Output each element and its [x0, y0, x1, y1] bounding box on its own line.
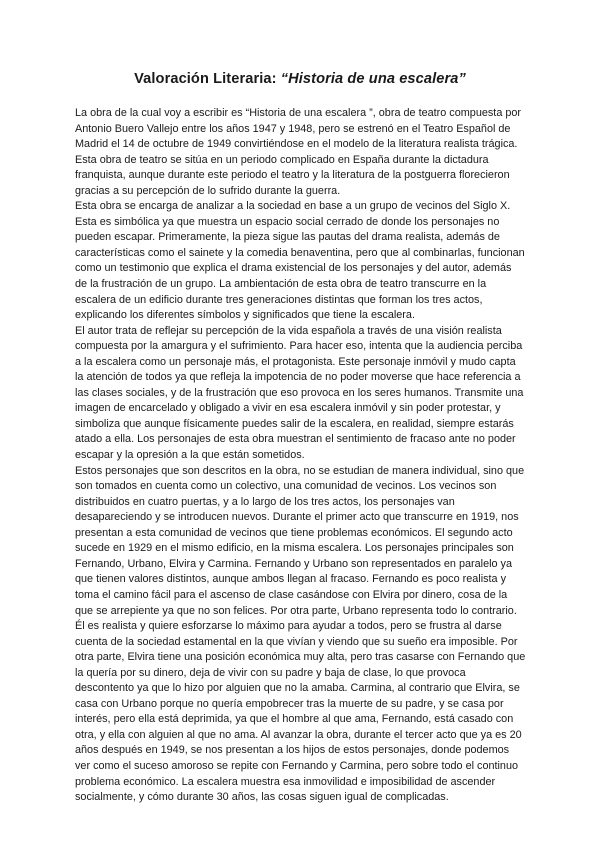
paragraph-1: La obra de la cual voy a escribir es “Historia de una escalera ”, obra de teatro compuesta por Antonio Buero Vallejo entre los años 1947 y 1948, pero se estrenó en el Teatro Español de Madrid el 14 de octubre de 1949 convirtiéndose en el modelo de la literatura realista trágica. Esta obra de teatro se sitúa en un periodo complicado en España durante la dictadura franquista, aunque durante este periodo el teatro y la literatura de la postguerra florecieron gracias a su percepción de lo sufrido durante la guerra. — [75, 107, 522, 197]
document-body — [75, 106, 526, 806]
paragraph-4: Estos personajes que son descritos en la obra, no se estudian de manera individual, sino que son tomados en cuenta como un colectivo, una comunidad de vecinos. Los vecinos son distribuidos en cuatro puertas, y a lo largo de los tres actos, los personajes van desapareciendo y se introducen nuevos. Durante el primer acto que transcurre en 1919, nos presentan a esta comunidad de vecinos que tiene problemas económicos. El segundo acto sucede en 1929 en el mismo edificio, en la misma escalera. Los personajes principales son Fernando, Urbano, Elvira y Carmina. Fernando y Urbano son representados en paralelo ya que tienen valores distintos, aunque ambos llegan al fracaso. Fernando es poco realista y toma el camino fácil para el ascenso de clase casándose con Elvira por dinero, cosa de la que se arrepiente ya que no son felices. Por otra parte, Urbano representa todo lo contrario. Él es realista y quiere esforzarse lo máximo para ayudar a todos, pero se frustra al darse cuenta de la sociedad estamental en la que vivían y viendo que su sueño era imposible. Por otra parte, Elvira tiene una posición económica muy alta, pero tras casarse con Fernando que la quería por su dinero, deja de vivir con su padre y baja de clase, lo que provoca descontento ya que lo hizo por alguien que no la amaba. Carmina, al contrario que Elvira, se casa con Urbano porque no quería empobrecer tras la muerte de su padre, y se casa por interés, pero ella está deprimida, ya que el hombre al que ama, Fernando, está casado con otra, y ella con alguien al que no ama. Al avanzar la obra, durante el tercer acto que ya es 20 años después en 1949, se nos presentan a los hijos de estos personajes, donde podemos ver como el suceso amoroso se repite con Fernando y Carmina, pero sobre todo el continuo problema económico. La escalera muestra esa inmovilidad e imposibilidad de ascender socialmente, y cómo durante 30 años, las cosas siguen igual de complicadas. — [75, 464, 526, 804]
document-title — [0, 71, 600, 87]
paragraph-2: Esta obra se encarga de analizar a la sociedad en base a un grupo de vecinos del Siglo X. Esta es simbólica ya que muestra un espacio social cerrado de donde los personajes no pueden escapar. Primeramente, la pieza sigue las pautas del drama realista, además de características como el sainete y la comedia benaventina, pero que al combinarlas, funcionan como un testimonio que explica el drama existencial de los personajes y del autor, además de la frustración de un grupo. La ambientación de esta obra de teatro transcurre en la escalera de un edificio durante tres generaciones distintas que forman los tres actos, explicando los diferentes símbolos y significados que tiene la escalera. — [75, 200, 525, 322]
title-work: “Historia de una escalera” — [280, 71, 466, 87]
title-prefix: Valoración Literaria: — [134, 71, 281, 87]
paragraph-3: El autor trata de reflejar su percepción de la vida española a través de una visión realista compuesta por la amargura y el sufrimiento. Para hacer eso, intenta que la audiencia perciba a la escalera como un personaje más, el protagonista. Este personaje inmóvil y mudo capta la atención de todos ya que refleja la impotencia de no poder moverse que hace referencia a las clases sociales, y de la frustración que eso provoca en los seres humanos. Transmite una imagen de encarcelado y obligado a vivir en esa escalera inmóvil y sin poder protestar, y simboliza que aunque físicamente puedes salir de la escalera, en realidad, siempre estarás atado a ella. Los personajes de esta obra muestran el sentimiento de fracaso ante no poder escapar y la opresión a la que están sometidos. — [75, 324, 524, 462]
